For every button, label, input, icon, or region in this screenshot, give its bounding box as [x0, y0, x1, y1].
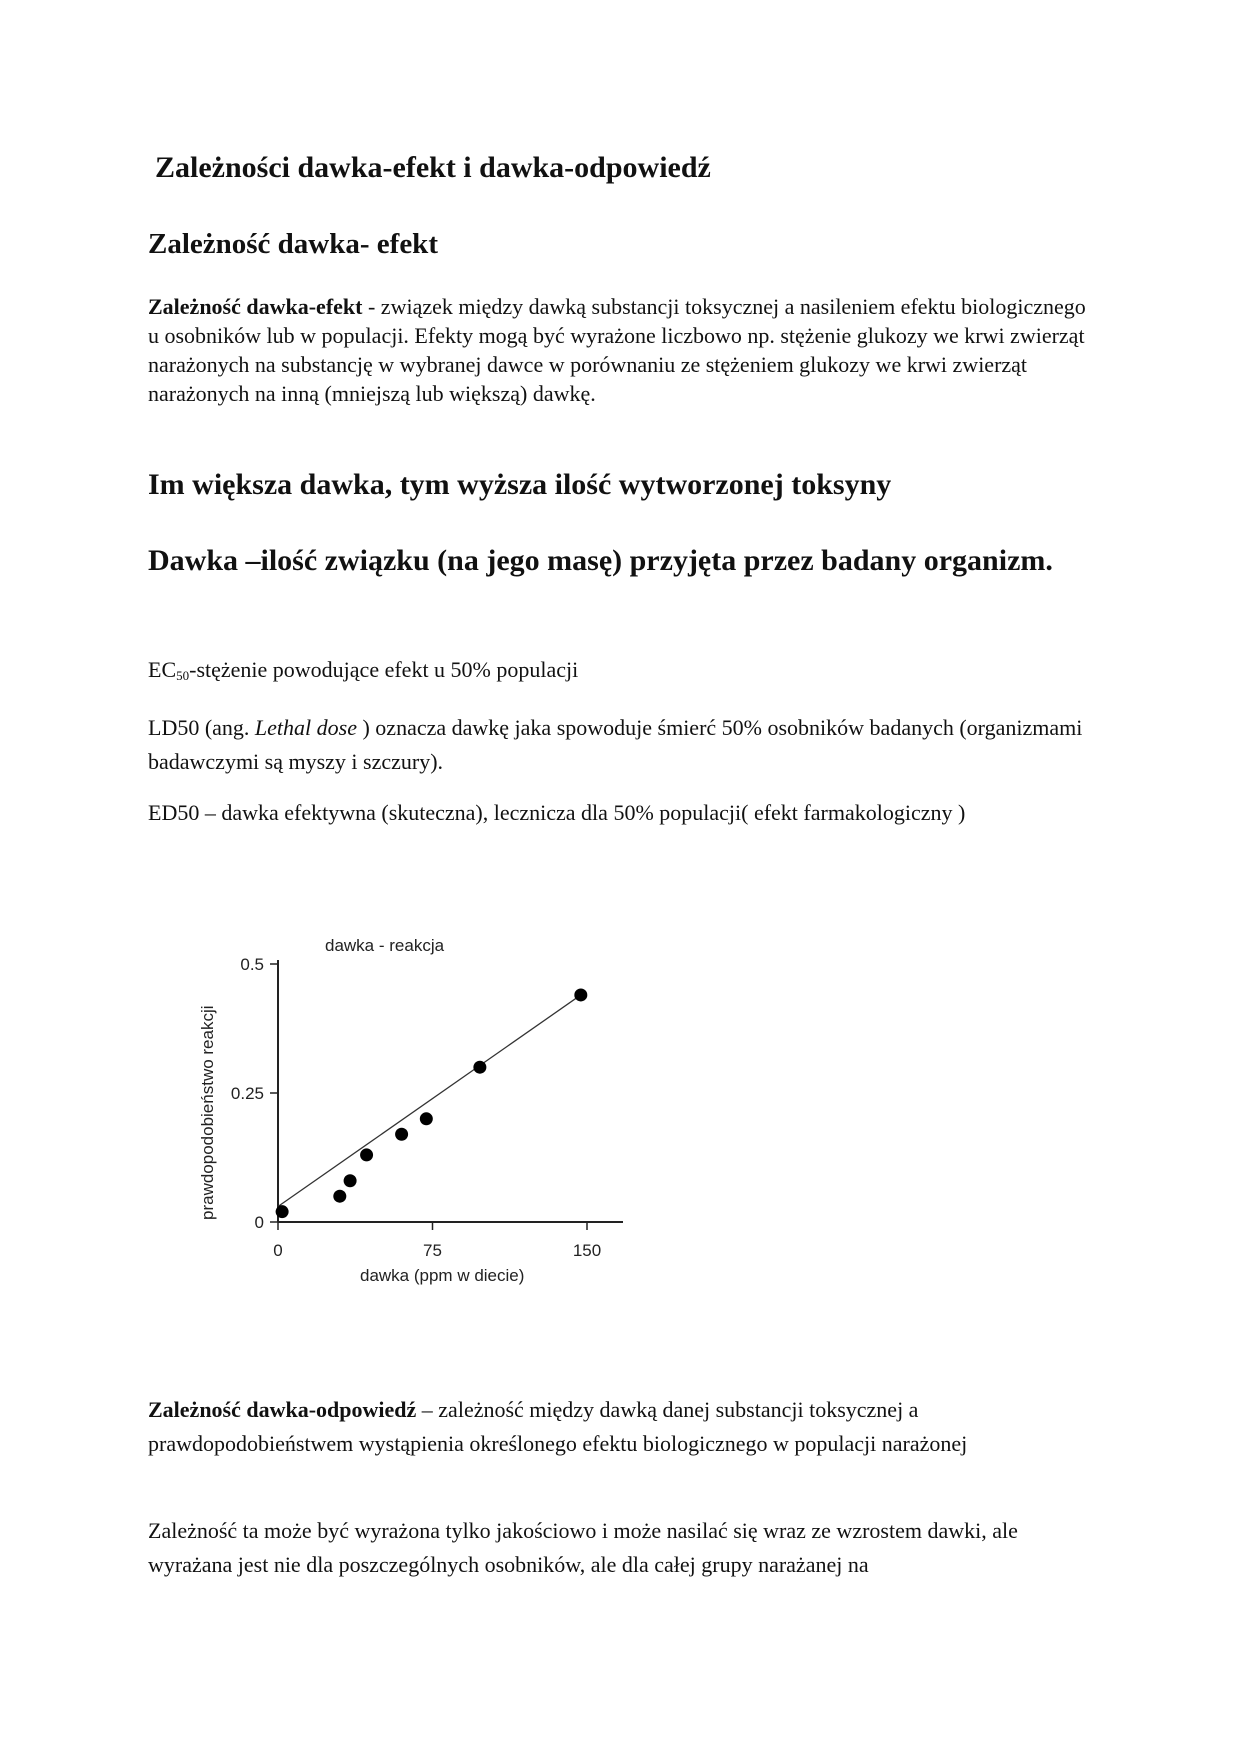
x-tick-label: 75	[423, 1241, 442, 1260]
section-title-dose-effect: Zależność dawka- efekt	[148, 228, 438, 260]
data-point	[333, 1190, 346, 1203]
paragraph-dose-effect-text: - związek między dawką substancji toksycznej a nasileniem efektu biologicznego u osobników lub w populacji. Efekty mogą być wyrażone liczbowo np. stężenie glukozy we krwi zwierząt narażonych na substancję w wybranej dawce w porównaniu ze stężeniem glukozy we krwi zwierząt narażonych na inną (mniejszą lub większą) dawkę.	[148, 294, 1086, 406]
data-point	[574, 988, 587, 1001]
data-point	[395, 1128, 408, 1141]
heading-larger-dose: Im większa dawka, tym wyższa ilość wytworzonej toksyny	[148, 468, 892, 501]
paragraph-ed50: ED50 – dawka efektywna (skuteczna), lecznicza dla 50% populacji( efekt farmakologiczny )	[148, 800, 966, 825]
paragraph-dose-effect	[148, 292, 1088, 408]
page-title: Zależności dawka-efekt i dawka-odpowiedź	[155, 151, 711, 184]
paragraph-ld50	[148, 711, 1088, 779]
x-axis-label: dawka (ppm w diecie)	[360, 1266, 525, 1285]
trend-line	[278, 995, 581, 1207]
ec50-text: -stężenie powodujące efekt u 50% populacji	[189, 657, 579, 682]
term-dose-response: Zależność dawka-odpowiedź	[148, 1397, 417, 1422]
y-axis-label: prawdopodobieństwo reakcji	[198, 1005, 217, 1220]
data-point	[473, 1061, 486, 1074]
ld50-text: ) oznacza dawkę jaka spowoduje śmierć 50% osobników badanych (organizmami badawczymi są myszy i szczury).	[148, 715, 1083, 774]
paragraph-dose-response	[148, 1393, 1088, 1461]
x-tick-label: 150	[572, 1241, 602, 1260]
paragraph-dose-response-text: – zależność między dawką danej substancji toksycznej a prawdopodobieństwem wystąpienia określonego efektu biologicznego w populacji narażonej	[148, 1397, 968, 1456]
term-dose-effect: Zależność dawka-efekt	[148, 294, 363, 319]
data-point	[276, 1205, 289, 1218]
data-point	[344, 1174, 357, 1187]
x-tick-label: 0	[273, 1241, 283, 1260]
dose-response-chart	[180, 925, 660, 1295]
paragraph-qualitative: Zależność ta może być wyrażona tylko jakościowo i może nasilać się wraz ze wzrostem dawki, ale wyrażana jest nie dla poszczególnych osobników, ale dla całej grupy narażanej na	[148, 1518, 1018, 1577]
y-tick-label: 0.25	[230, 1084, 264, 1103]
ec50-prefix: EC	[148, 657, 177, 682]
data-point	[360, 1148, 373, 1161]
chart-title: dawka - reakcja	[325, 936, 445, 955]
ld50-italic: Lethal dose	[254, 715, 357, 740]
ec50-subscript: 50	[176, 668, 190, 683]
y-tick-label: 0.5	[240, 955, 264, 974]
data-point	[420, 1112, 433, 1125]
heading-dose-definition: Dawka –ilość związku (na jego masę) przyjęta przez badany organizm.	[148, 544, 1053, 577]
paragraph-ec50	[148, 655, 1088, 691]
ld50-prefix: LD50 (ang.	[148, 715, 255, 740]
y-tick-label: 0	[254, 1213, 264, 1232]
